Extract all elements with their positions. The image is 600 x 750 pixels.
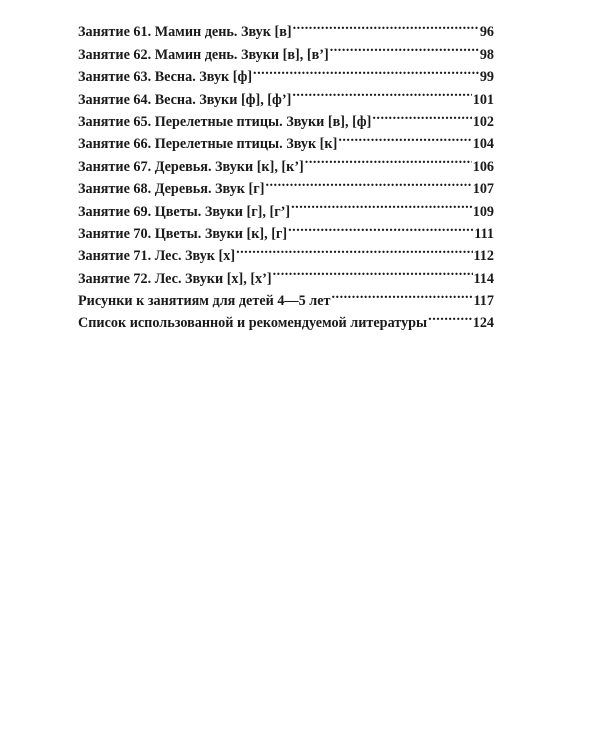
toc-leader-dots [428,305,472,327]
toc-entry-label: Занятие 61. Мамин день. Звук [в] [78,24,292,41]
toc-leader-dots [273,260,473,282]
toc-entry-page: 117 [473,293,494,310]
toc-leader-dots [288,216,473,238]
toc-entry [78,14,494,41]
toc-entry-page: 99 [479,69,494,86]
toc-entry-page: 114 [473,270,494,287]
toc-entry-page: 96 [479,24,494,41]
toc-entry-page: 101 [472,91,494,108]
toc-entry-label: Рисунки к занятиям для детей 4—5 лет [78,293,331,310]
toc-entry-label: Список использованной и рекомендуемой литературы [78,315,428,332]
toc-leader-dots [265,171,471,193]
toc-entry-label: Занятие 63. Весна. Звук [ф] [78,69,253,86]
toc-entry-page: 98 [479,46,494,63]
toc-entry-page: 111 [474,225,494,242]
toc-leader-dots [338,126,471,148]
toc-leader-dots [292,81,471,103]
toc-entry-page: 109 [472,203,494,220]
toc-entry-label: Занятие 68. Деревья. Звук [г] [78,181,265,198]
toc-entry-label: Занятие 70. Цветы. Звуки [к], [г] [78,225,288,242]
toc-entry-page: 107 [472,181,494,198]
toc-entry-label: Занятие 62. Мамин день. Звуки [в], [в’] [78,46,329,63]
toc-entry-page: 112 [473,248,494,265]
toc-leader-dots [330,36,479,58]
toc-leader-dots [291,193,472,215]
toc-leader-dots [331,283,472,305]
toc-entry-label: Занятие 69. Цветы. Звуки [г], [г’] [78,203,291,220]
toc-leader-dots [236,238,472,260]
toc-entry-label: Занятие 64. Весна. Звуки [ф], [ф’] [78,91,292,108]
toc-entry-page: 124 [472,315,494,332]
toc-entry-label: Занятие 72. Лес. Звуки [х], [х’] [78,270,272,287]
table-of-contents [78,14,494,332]
toc-entry-page: 104 [472,136,494,153]
toc-entry-label: Занятие 66. Перелетные птицы. Звук [к] [78,136,338,153]
toc-entry-label: Занятие 67. Деревья. Звуки [к], [к’] [78,158,304,175]
toc-leader-dots [253,59,479,81]
toc-entry-page: 106 [472,158,494,175]
toc-leader-dots [293,14,479,36]
toc-entry-label: Занятие 71. Лес. Звук [х] [78,248,236,265]
toc-leader-dots [305,148,472,170]
toc-leader-dots [372,104,471,126]
toc-entry-page: 102 [472,113,494,130]
toc-entry-label: Занятие 65. Перелетные птицы. Звуки [в], [ф] [78,113,372,130]
